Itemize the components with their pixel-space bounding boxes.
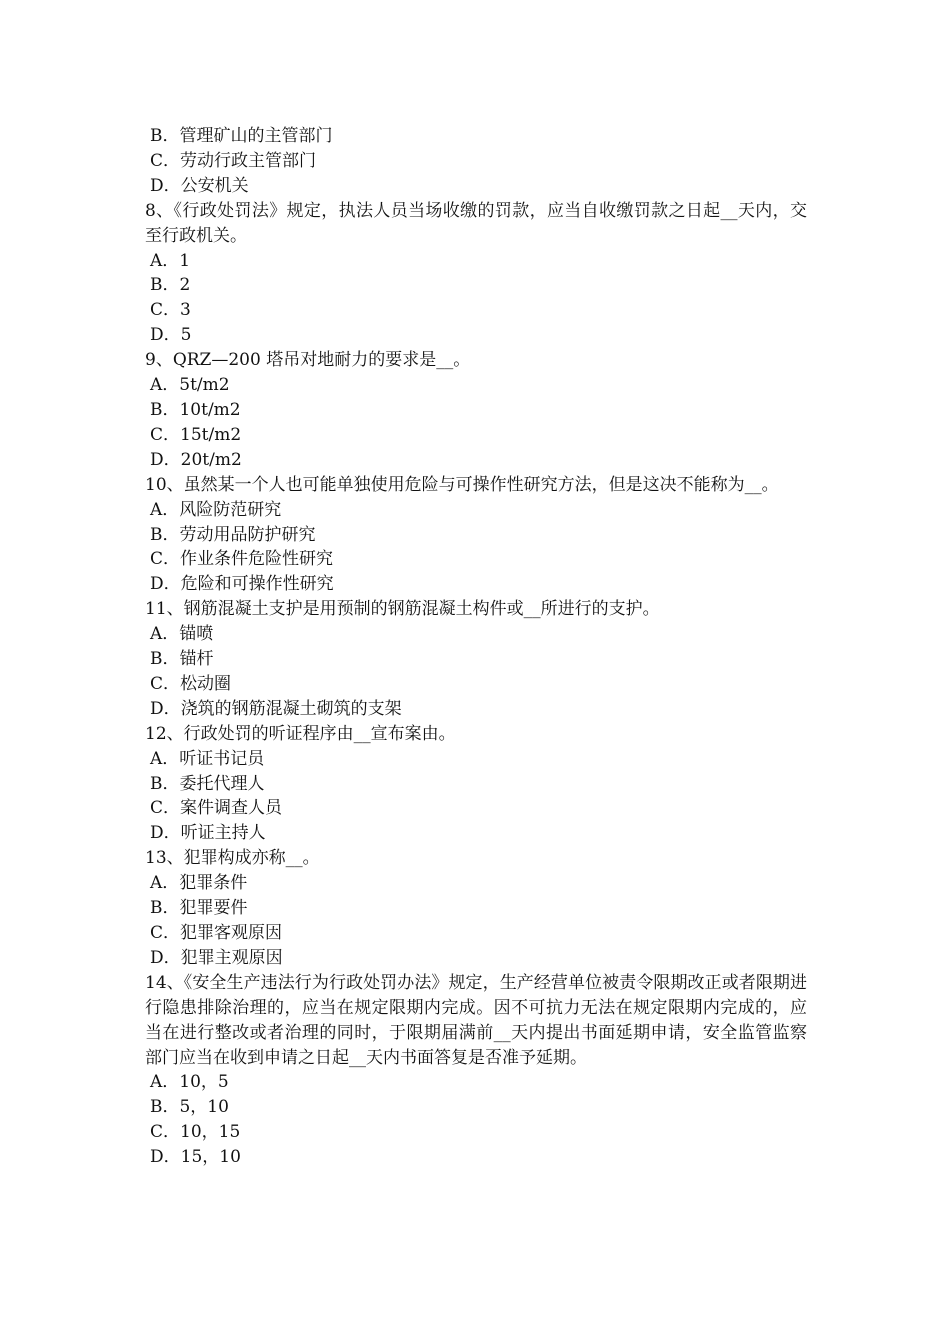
question-9-text: 9、QRZ—200 塔吊对地耐力的要求是__。 <box>145 350 471 371</box>
option-item: C．犯罪客观原因 <box>150 923 283 943</box>
question-8-text: 8、《行政处罚法》规定，执法人员当场收缴的罚款，应当自收缴罚款之日起__天内，交至行政机关。 <box>145 200 807 246</box>
option-item: A．锚喷 <box>150 624 214 645</box>
option-item: C．案件调查人员 <box>150 798 283 819</box>
option-item: A．犯罪条件 <box>150 873 248 894</box>
option-item: B．5，10 <box>150 1097 229 1118</box>
option-item: A．5t/m2 <box>150 375 230 396</box>
option-item: D．犯罪主观原因 <box>150 947 283 968</box>
option-item: A．风险防范研究 <box>150 499 282 520</box>
option-item: A．1 <box>150 250 191 271</box>
option-item: D．公安机关 <box>150 175 249 196</box>
option-item: B．锚杆 <box>150 649 214 670</box>
option-item: B．劳动用品防护研究 <box>150 524 316 545</box>
option-item: C．3 <box>150 300 191 321</box>
option-item: A．听证书记员 <box>150 748 265 769</box>
option-item: B．2 <box>150 275 191 296</box>
option-item: D．20t/m2 <box>150 449 242 470</box>
option-item: C．劳动行政主管部门 <box>150 150 317 171</box>
question-14-text: 14、《安全生产违法行为行政处罚办法》规定，生产经营单位被责令限期改正或者限期进行隐患排除治理的，应当在规定限期内完成。因不可抗力无法在规定限期内完成的，应当在进行整改或者治理的同时，于限期届满前__天内提出书面延期申请，安全监管监察部门应当在收到申请之日起__天内书面答复是否准予延期。 <box>145 972 807 1068</box>
exam-text-body <box>145 124 807 1170</box>
option-item: C．松动圈 <box>150 673 232 694</box>
option-item: B．管理矿山的主管部门 <box>150 126 333 146</box>
option-item: B．10t/m2 <box>150 399 241 420</box>
option-item: B．犯罪要件 <box>150 898 248 919</box>
option-item: A．10，5 <box>150 1072 229 1093</box>
option-item: B．委托代理人 <box>150 773 265 794</box>
question-11-text: 11、钢筋混凝土支护是用预制的钢筋混凝土构件或__所进行的支护。 <box>145 599 660 620</box>
option-item: D．5 <box>150 325 192 346</box>
option-item: D．15，10 <box>150 1147 241 1168</box>
option-item: D．听证主持人 <box>150 823 266 844</box>
option-item: C．15t/m2 <box>150 424 242 445</box>
option-item: D．浇筑的钢筋混凝土砌筑的支架 <box>150 698 402 719</box>
option-item: C．10，15 <box>150 1122 241 1143</box>
question-13-text: 13、犯罪构成亦称__。 <box>145 848 320 869</box>
option-item: D．危险和可操作性研究 <box>150 574 334 595</box>
question-10-text: 10、虽然某一个人也可能单独使用危险与可操作性研究方法，但是这决不能称为__。 <box>145 474 779 495</box>
question-12-text: 12、行政处罚的听证程序由__宣布案由。 <box>145 723 456 744</box>
option-item: C．作业条件危险性研究 <box>150 549 334 570</box>
